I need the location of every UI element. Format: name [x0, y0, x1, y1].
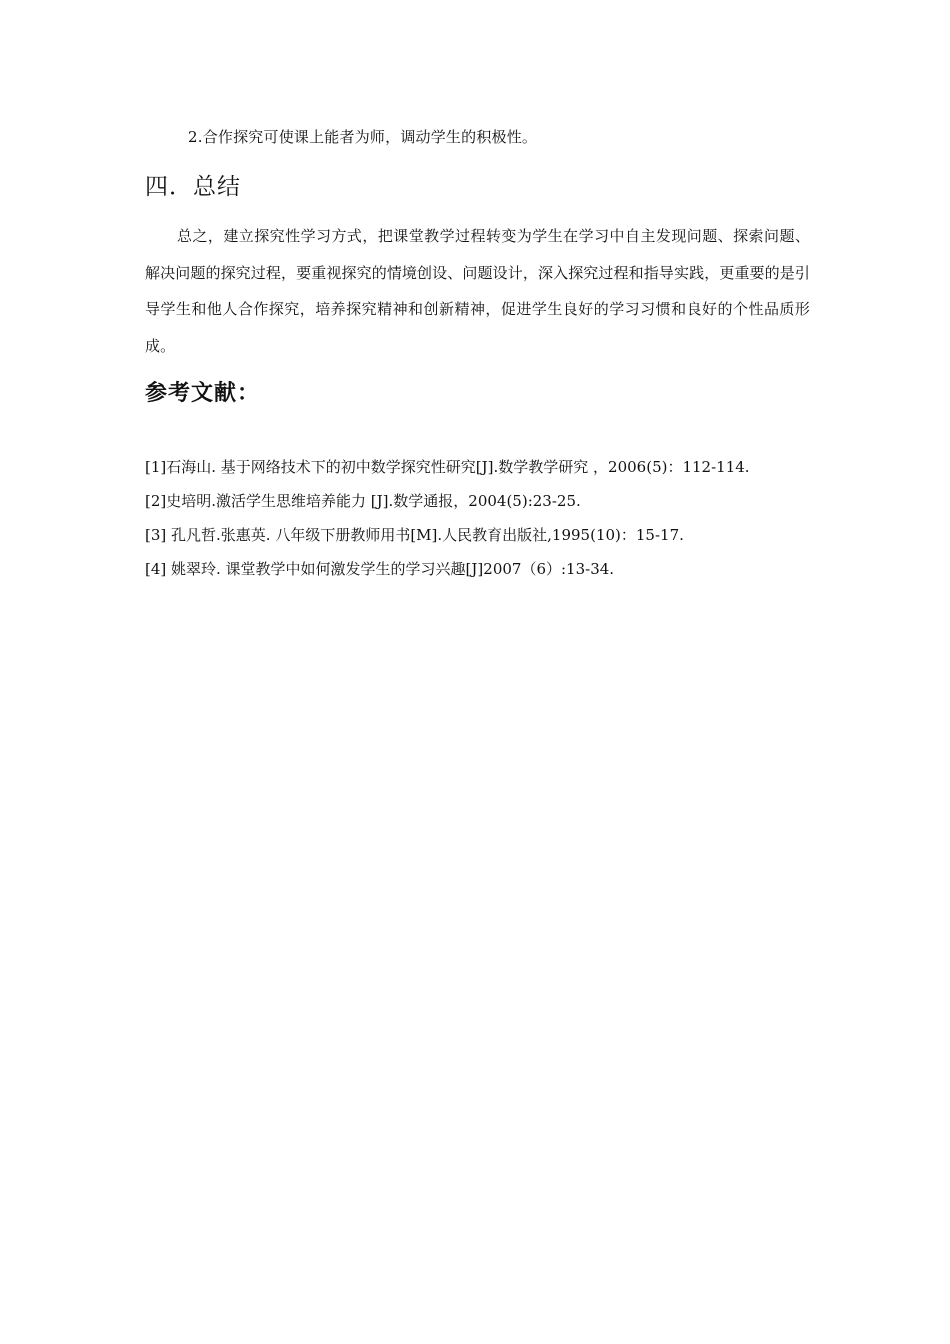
summary-paragraph: 总之，建立探究性学习方式，把课堂教学过程转变为学生在学习中自主发现问题、探索问题、解决问题的探究过程，要重视探究的情境创设、问题设计，深入探究过程和指导实践，更重要的是引导学生和他人合作探究，培养探究精神和创新精神，促进学生良好的学习习惯和良好的个性品质形成。: [145, 227, 810, 355]
reference-item-3: [3] 孔凡哲.张惠英. 八年级下册教师用书[M].人民教育出版社,1995(10)：15-17.: [145, 526, 684, 544]
section-heading-summary: 四．总结: [145, 174, 241, 200]
references-heading: 参考文献：: [145, 381, 261, 406]
list-item-2: 2.合作探究可使课上能者为师，调动学生的积极性。: [188, 128, 538, 146]
references-list: [145, 450, 805, 586]
reference-item-4: [4] 姚翠玲. 课堂教学中如何激发学生的学习兴趣[J]2007（6）:13-34.: [145, 560, 615, 578]
reference-item-2: [2]史培明.激活学生思维培养能力 [J].数学通报，2004(5):23-25.: [145, 492, 581, 510]
reference-item-1: [1]石海山. 基于网络技术下的初中数学探究性研究[J].数学教学研究 ，2006(5)：112-114.: [145, 458, 750, 476]
